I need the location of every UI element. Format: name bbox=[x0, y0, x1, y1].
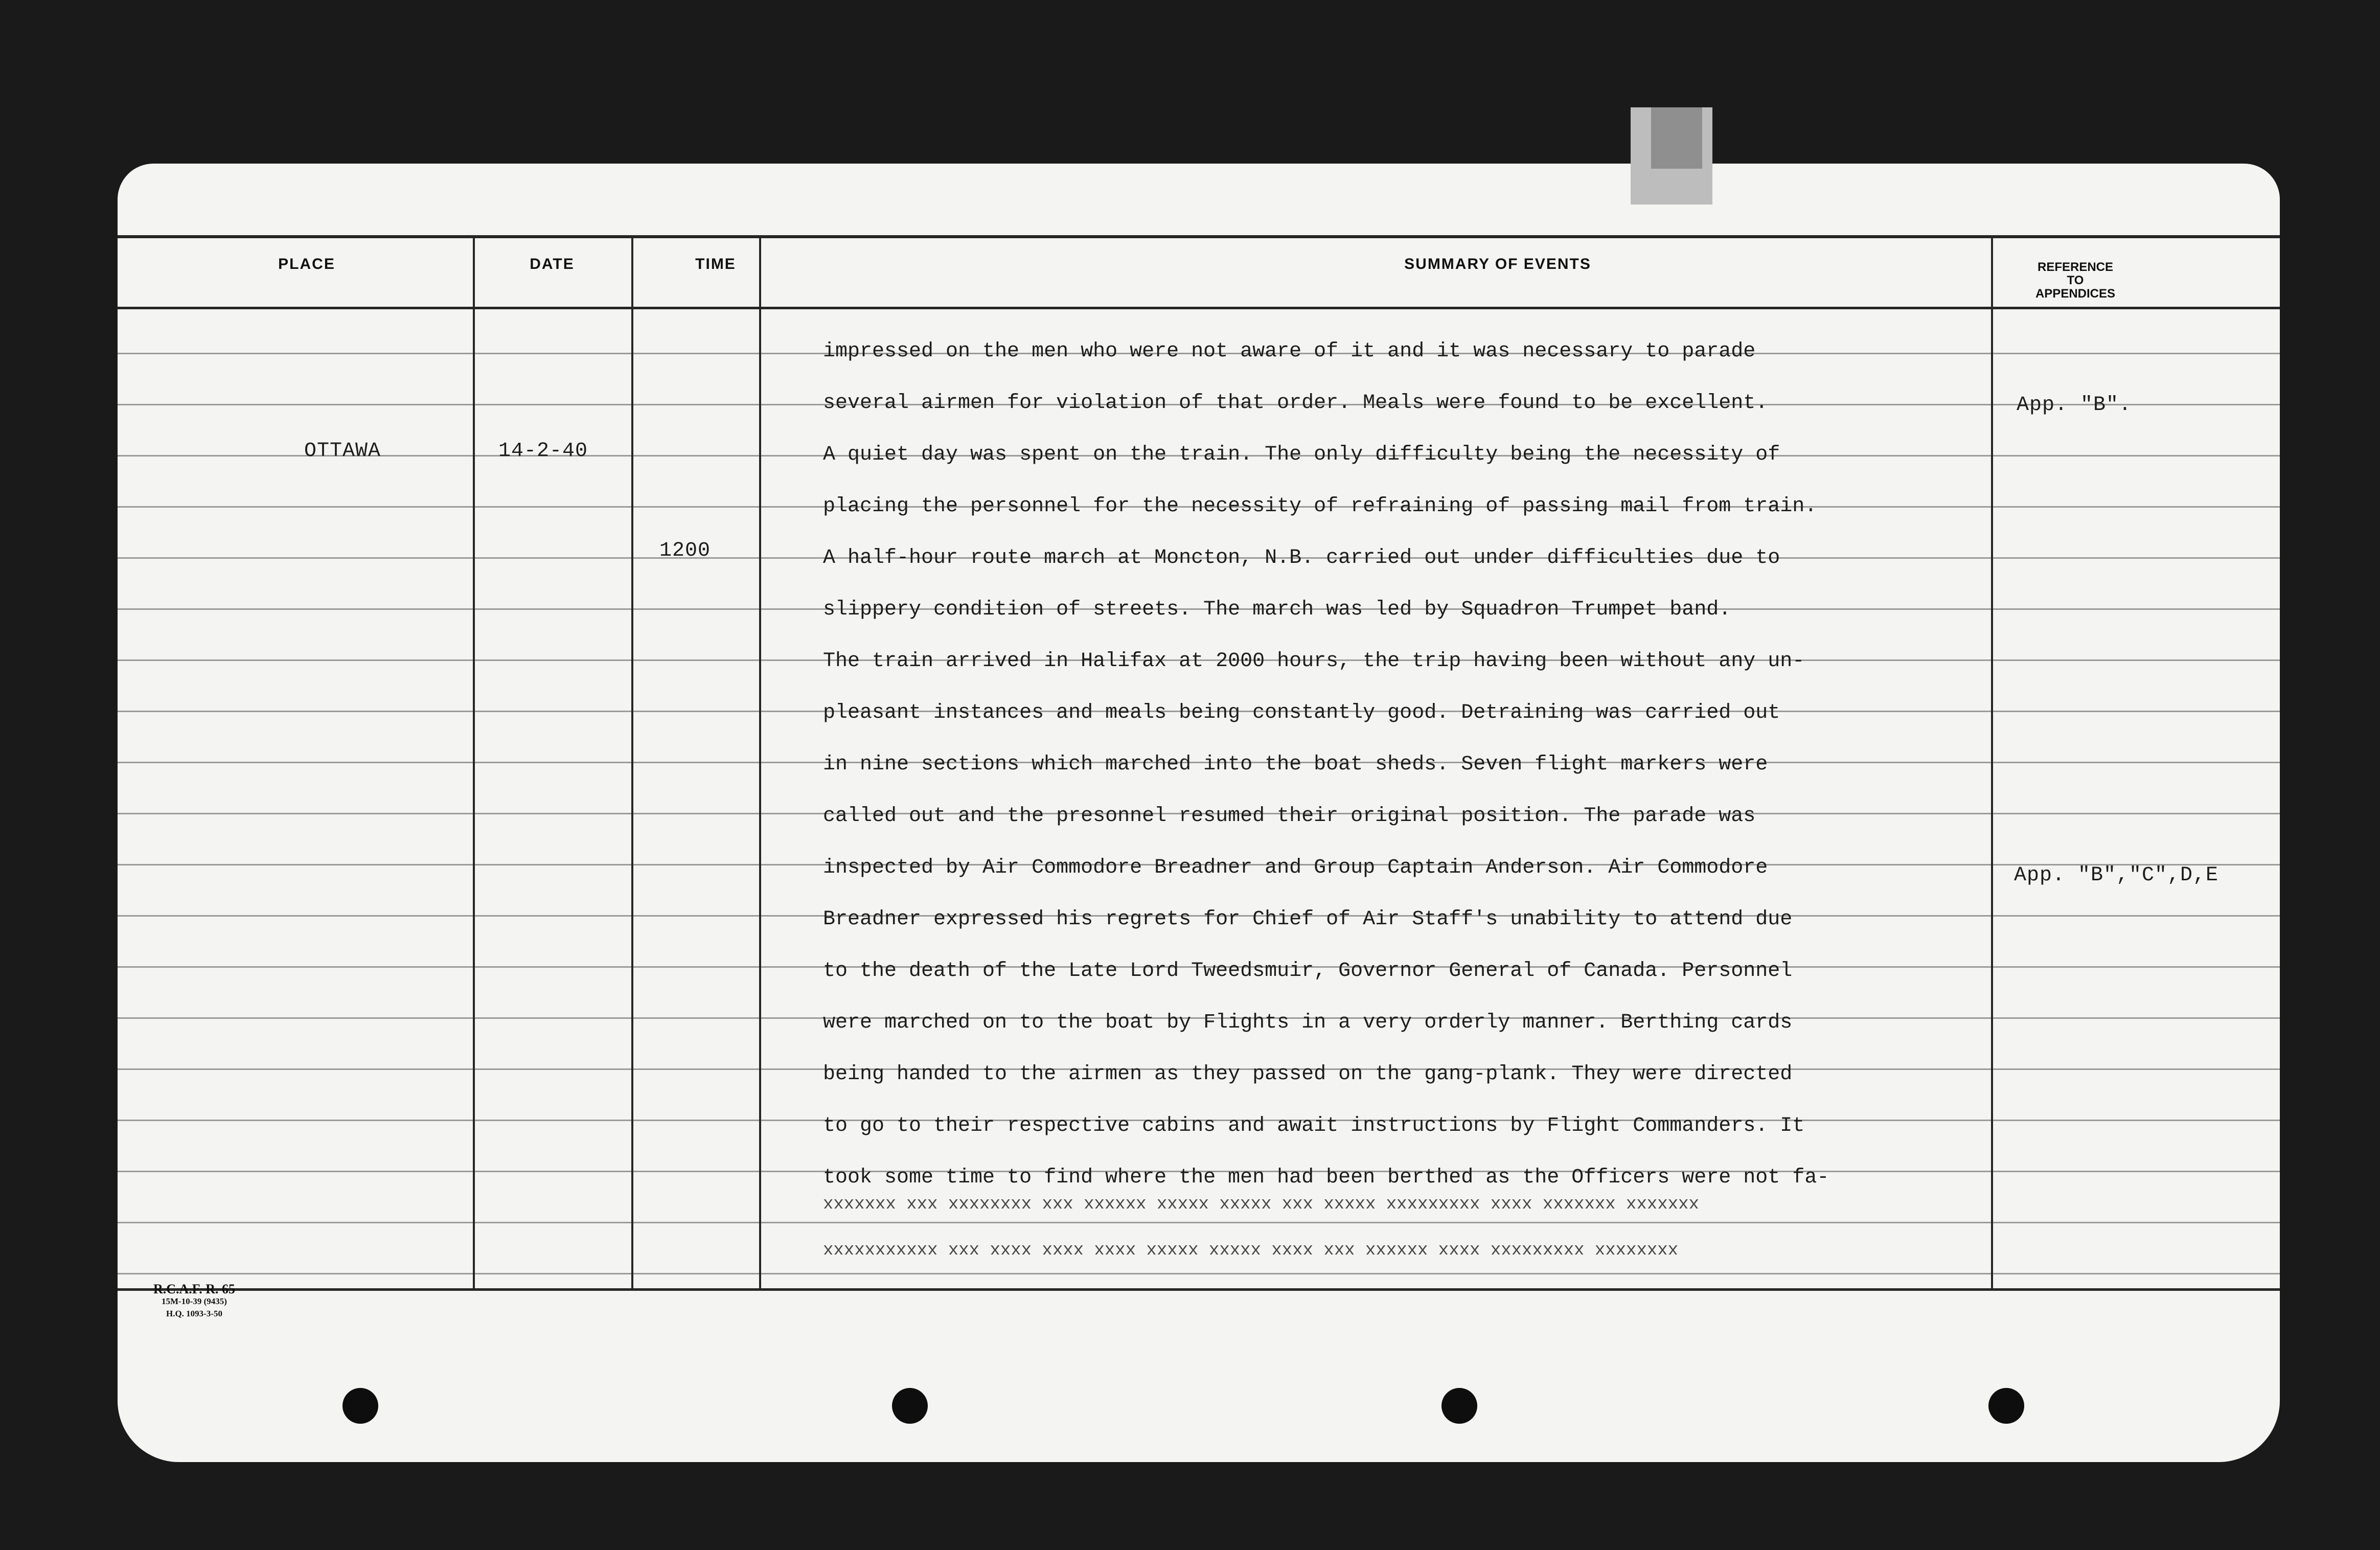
punch-hole bbox=[892, 1388, 928, 1424]
header-reference-line: REFERENCE bbox=[2037, 260, 2114, 274]
header-date: DATE bbox=[530, 256, 575, 272]
summary-line: took some time to find where the men had been berthed as the Officers were not fa- bbox=[823, 1166, 1829, 1189]
punch-hole bbox=[1988, 1388, 2024, 1424]
summary-line: The train arrived in Halifax at 2000 hours, the trip having been without any un- bbox=[823, 650, 1805, 673]
summary-line: were marched on to the boat by Flights in a very orderly manner. Berthing cards bbox=[823, 1011, 1793, 1034]
bleed-through-text: xxxxxxx xxx xxxxxxxx xxx xxxxxx xxxxx xxxxx xxx xxxxx xxxxxxxxx xxxx xxxxxxx xxxxxxx bbox=[823, 1194, 1699, 1213]
summary-line: placing the personnel for the necessity of refraining of passing mail from train. bbox=[823, 495, 1817, 518]
summary-line: pleasant instances and meals being constantly good. Detraining was carried out bbox=[823, 701, 1780, 724]
entry-date: 14-2-40 bbox=[498, 440, 588, 463]
summary-line: A quiet day was spent on the train. The only difficulty being the necessity of bbox=[823, 443, 1780, 466]
punch-hole bbox=[342, 1388, 378, 1424]
column-divider bbox=[631, 235, 633, 1288]
summary-line: called out and the presonnel resumed their original position. The parade was bbox=[823, 805, 1756, 828]
header-place: PLACE bbox=[278, 256, 335, 272]
header-bottom-rule bbox=[118, 307, 2280, 309]
diary-card bbox=[118, 164, 2280, 1462]
bleed-through-text: xxxxxxxxxxx xxx xxxx xxxx xxxx xxxxx xxxxx xxxx xxx xxxxxx xxxx xxxxxxxxx xxxxxxxx bbox=[823, 1240, 1679, 1259]
header-summary: SUMMARY OF EVENTS bbox=[1404, 256, 1591, 272]
entry-reference-1: App. "B". bbox=[2017, 394, 2132, 417]
form-number-label bbox=[118, 1283, 271, 1320]
column-divider bbox=[1991, 235, 1993, 1288]
form-label-line: R.C.A.F. R. 65 bbox=[153, 1282, 236, 1296]
header-reference-line: TO bbox=[2067, 273, 2084, 287]
ledger-rule bbox=[118, 1273, 2280, 1274]
entry-place: OTTAWA bbox=[304, 440, 381, 463]
ledger-rule bbox=[118, 1222, 2280, 1223]
summary-line: several airmen for violation of that order. Meals were found to be excellent. bbox=[823, 392, 1768, 415]
summary-line: slippery condition of streets. The march was led by Squadron Trumpet band. bbox=[823, 598, 1731, 621]
footer-rule bbox=[118, 1288, 2280, 1291]
summary-line: A half-hour route march at Moncton, N.B. carried out under difficulties due to bbox=[823, 546, 1780, 569]
column-divider bbox=[759, 235, 761, 1288]
form-label-line: H.Q. 1093-3-50 bbox=[166, 1309, 223, 1318]
summary-line: being handed to the airmen as they passed on the gang-plank. They were directed bbox=[823, 1063, 1793, 1086]
index-tab-top bbox=[1651, 107, 1702, 169]
form-label-line: 15M-10-39 (9435) bbox=[162, 1296, 227, 1306]
entry-reference-2: App. "B","C",D,E bbox=[2014, 864, 2219, 887]
header-reference bbox=[1999, 261, 2152, 301]
summary-line: inspected by Air Commodore Breadner and Group Captain Anderson. Air Commodore bbox=[823, 856, 1768, 879]
summary-line: to the death of the Late Lord Tweedsmuir, Governor General of Canada. Personnel bbox=[823, 960, 1793, 983]
entry-time: 1200 bbox=[659, 539, 711, 562]
summary-line: to go to their respective cabins and await instructions by Flight Commanders. It bbox=[823, 1114, 1805, 1137]
punch-hole bbox=[1441, 1388, 1477, 1424]
summary-line: Breadner expressed his regrets for Chief of Air Staff's unability to attend due bbox=[823, 908, 1793, 931]
column-divider bbox=[473, 235, 475, 1288]
header-time: TIME bbox=[695, 256, 736, 272]
header-top-rule bbox=[118, 235, 2280, 238]
header-reference-line: APPENDICES bbox=[2035, 287, 2116, 301]
summary-line: impressed on the men who were not aware of it and it was necessary to parade bbox=[823, 340, 1756, 363]
summary-line: in nine sections which marched into the boat sheds. Seven flight markers were bbox=[823, 753, 1768, 776]
